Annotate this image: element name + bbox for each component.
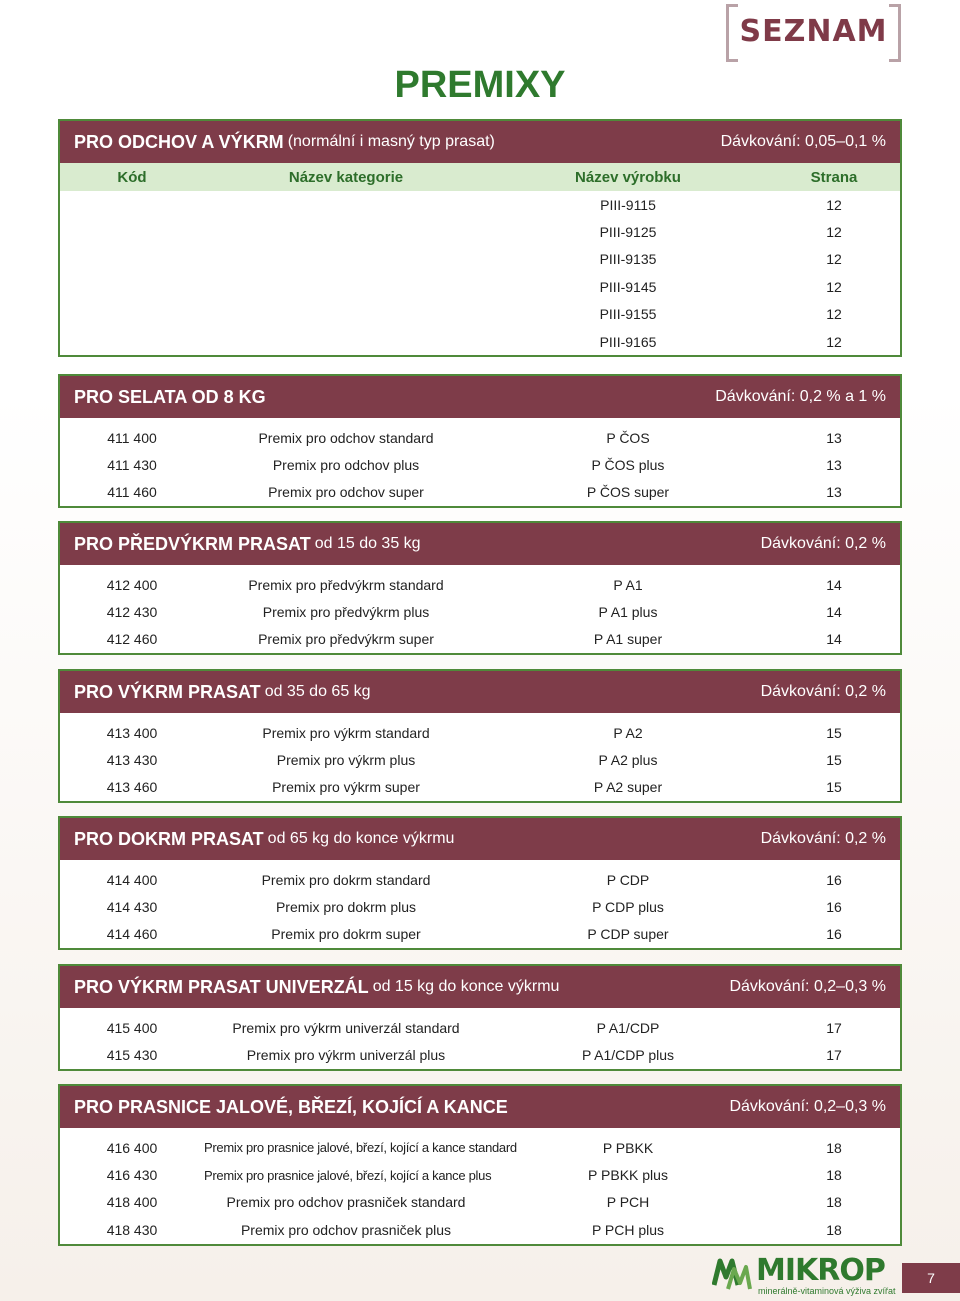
table-row[interactable]	[60, 191, 900, 218]
cell-category: Premix pro výkrm univerzál standard	[232, 1019, 460, 1036]
section-dokrm	[58, 816, 902, 950]
cell-product: PIII-9155	[599, 306, 657, 323]
table-row[interactable]	[60, 301, 900, 328]
cell-page: 12	[826, 251, 842, 268]
cell-page: 18	[826, 1139, 842, 1156]
table-row[interactable]	[60, 218, 900, 245]
section-dosing: Dávkování: 0,2 % a 1 %	[715, 388, 886, 405]
section-dosing: Dávkování: 0,2–0,3 %	[729, 978, 886, 995]
page-number: 7	[902, 1263, 960, 1293]
section-subtitle: od 15 kg do konce výkrmu	[372, 978, 560, 995]
column-header-product: Název výrobku	[575, 168, 681, 186]
cell-page: 18	[826, 1194, 842, 1211]
column-header-code: Kód	[117, 168, 147, 186]
cell-product: P CDP plus	[592, 899, 664, 916]
table-row[interactable]	[60, 479, 900, 506]
cell-code: 413 400	[106, 724, 158, 741]
section-vykrm	[58, 669, 902, 803]
cell-page: 18	[826, 1221, 842, 1238]
cell-category: Premix pro výkrm super	[272, 779, 420, 796]
cell-code: 418 400	[106, 1194, 158, 1211]
cell-code: 414 400	[106, 871, 158, 888]
cell-page: 13	[826, 429, 842, 446]
cell-product: P PCH	[606, 1194, 650, 1211]
cell-category: Premix pro odchov prasniček plus	[240, 1221, 452, 1238]
cell-category: Premix pro odchov prasniček standard	[226, 1194, 466, 1211]
table-row[interactable]	[60, 719, 900, 746]
section-univerzal	[58, 964, 902, 1071]
cell-category: Premix pro prasnice jalové, březí, kojící a kance plus	[204, 1167, 492, 1183]
cell-product: P ČOS	[606, 429, 650, 446]
table-row[interactable]	[60, 1189, 900, 1216]
column-header-row	[60, 163, 900, 191]
cell-code: 411 400	[107, 429, 157, 446]
column-header-page: Strana	[810, 168, 858, 186]
section-subtitle: od 65 kg do konce výkrmu	[267, 830, 455, 847]
section-title: PRO PŘEDVÝKRM PRASAT	[74, 533, 311, 554]
cell-code: 414 460	[106, 926, 158, 943]
cell-page: 15	[826, 724, 842, 741]
table-row[interactable]	[60, 1134, 900, 1161]
section-subtitle: (normální i masný typ prasat)	[287, 133, 495, 150]
cell-category: Premix pro odchov super	[268, 484, 424, 501]
section-prasnice	[58, 1084, 902, 1246]
cell-code: 413 460	[106, 779, 158, 796]
section-header	[60, 523, 900, 565]
cell-code: 413 430	[106, 752, 158, 769]
cell-code: 415 400	[106, 1019, 158, 1036]
section-selata	[58, 374, 902, 508]
section-predvykrm	[58, 521, 902, 655]
cell-product: P A1/CDP plus	[581, 1047, 675, 1064]
cell-page: 14	[826, 631, 842, 648]
table-row[interactable]	[60, 328, 900, 355]
cell-category: Premix pro dokrm plus	[275, 899, 417, 916]
cell-category: Premix pro výkrm standard	[262, 724, 430, 741]
column-header-category: Název kategorie	[288, 168, 404, 186]
section-header	[60, 966, 900, 1008]
cell-code: 416 400	[106, 1139, 158, 1156]
cell-product: P A2	[613, 724, 643, 741]
table-row[interactable]	[60, 1014, 900, 1041]
cell-code: 414 430	[106, 899, 158, 916]
section-dosing: Dávkování: 0,2–0,3 %	[729, 1098, 886, 1115]
cell-category: Premix pro výkrm plus	[276, 752, 416, 769]
table-row[interactable]	[60, 1041, 900, 1068]
cell-page: 14	[826, 604, 842, 621]
section-title: PRO SELATA OD 8 KG	[74, 386, 266, 407]
cell-page: 12	[826, 333, 842, 350]
cell-page: 12	[826, 278, 842, 295]
section-dosing: Dávkování: 0,2 %	[760, 535, 886, 552]
cell-product: P PCH plus	[591, 1221, 665, 1238]
seznam-badge[interactable]	[726, 4, 901, 62]
table-row[interactable]	[60, 451, 900, 478]
cell-category: Premix pro odchov plus	[272, 457, 420, 474]
table-row[interactable]	[60, 1161, 900, 1188]
mikrop-logo	[712, 1253, 896, 1297]
table-row[interactable]	[60, 598, 900, 625]
table-row[interactable]	[60, 626, 900, 653]
cell-page: 15	[826, 779, 842, 796]
section-title: PRO ODCHOV A VÝKRM	[74, 131, 284, 152]
section-header	[60, 818, 900, 860]
cell-code: 412 430	[106, 604, 158, 621]
section-dosing: Dávkování: 0,05–0,1 %	[720, 133, 886, 150]
section-odchov-vykrm	[58, 119, 902, 357]
cell-product: P ČOS plus	[591, 457, 665, 474]
table-row[interactable]	[60, 893, 900, 920]
cell-page: 16	[826, 926, 842, 943]
cell-category: Premix pro dokrm standard	[261, 871, 431, 888]
cell-product: PIII-9115	[600, 196, 656, 213]
cell-product: P PBKK plus	[588, 1167, 668, 1184]
section-dosing: Dávkování: 0,2 %	[760, 683, 886, 700]
section-header	[60, 121, 900, 163]
cell-code: 411 460	[107, 484, 157, 501]
cell-page: 18	[826, 1167, 842, 1184]
cell-page: 12	[826, 224, 842, 241]
cell-product: P ČOS super	[586, 484, 670, 501]
cell-page: 16	[826, 871, 842, 888]
cell-product: PIII-9145	[599, 278, 657, 295]
cell-code: 416 430	[106, 1167, 158, 1184]
cell-product: P CDP super	[587, 926, 669, 943]
section-title: PRO VÝKRM PRASAT	[74, 681, 261, 702]
cell-category: Premix pro výkrm univerzál plus	[246, 1047, 446, 1064]
brand-name: MIKROP	[756, 1253, 885, 1288]
section-subtitle: od 35 do 65 kg	[264, 683, 371, 700]
section-title: PRO PRASNICE JALOVÉ, BŘEZÍ, KOJÍCÍ A KANCE	[74, 1096, 508, 1117]
cell-page: 13	[826, 457, 842, 474]
section-header	[60, 376, 900, 418]
table-row[interactable]	[60, 921, 900, 948]
cell-page: 17	[826, 1047, 842, 1064]
cell-product: P A1 plus	[598, 604, 658, 621]
cell-code: 415 430	[106, 1047, 158, 1064]
section-dosing: Dávkování: 0,2 %	[760, 830, 886, 847]
cell-product: P A1	[613, 576, 643, 593]
table-row[interactable]	[60, 246, 900, 273]
cell-product: PIII-9125	[599, 224, 657, 241]
cell-category: Premix pro odchov standard	[258, 429, 434, 446]
cell-category: Premix pro předvýkrm plus	[262, 604, 430, 621]
table-row[interactable]	[60, 746, 900, 773]
cell-product: P A2 plus	[598, 752, 658, 769]
cell-product: PIII-9165	[599, 333, 657, 350]
cell-product: P PBKK	[602, 1139, 654, 1156]
table-row[interactable]	[60, 424, 900, 451]
cell-code: 418 430	[106, 1221, 158, 1238]
table-row[interactable]	[60, 273, 900, 300]
page-title: PREMIXY	[394, 64, 566, 106]
cell-product: P CDP	[606, 871, 650, 888]
cell-page: 15	[826, 752, 842, 769]
table-row[interactable]	[60, 571, 900, 598]
brand-tagline: minerálně-vitaminová výživa zvířat	[758, 1286, 896, 1296]
cell-code: 412 400	[106, 576, 158, 593]
cell-page: 13	[826, 484, 842, 501]
cell-page: 16	[826, 899, 842, 916]
section-header	[60, 671, 900, 713]
cell-category: Premix pro předvýkrm standard	[248, 576, 444, 593]
cell-product: P A1 super	[593, 631, 663, 648]
section-subtitle: od 15 do 35 kg	[314, 535, 421, 552]
cell-page: 14	[826, 576, 842, 593]
cell-product: PIII-9135	[599, 251, 657, 268]
seznam-label: SEZNAM	[739, 14, 888, 49]
cell-category: Premix pro prasnice jalové, březí, kojící a kance standard	[204, 1140, 517, 1156]
table-row[interactable]	[60, 1216, 900, 1243]
section-header	[60, 1086, 900, 1128]
section-title: PRO VÝKRM PRASAT UNIVERZÁL	[74, 976, 369, 997]
cell-page: 12	[826, 196, 842, 213]
table-row[interactable]	[60, 774, 900, 801]
cell-category: Premix pro dokrm super	[271, 926, 421, 943]
cell-product: P A2 super	[593, 779, 663, 796]
mikrop-leaf-icon	[712, 1255, 752, 1293]
section-title: PRO DOKRM PRASAT	[74, 828, 264, 849]
cell-category: Premix pro předvýkrm super	[258, 631, 434, 648]
cell-page: 17	[826, 1019, 842, 1036]
table-row[interactable]	[60, 866, 900, 893]
cell-product: P A1/CDP	[596, 1019, 660, 1036]
cell-page: 12	[826, 306, 842, 323]
cell-code: 412 460	[106, 631, 158, 648]
cell-code: 411 430	[107, 457, 157, 474]
